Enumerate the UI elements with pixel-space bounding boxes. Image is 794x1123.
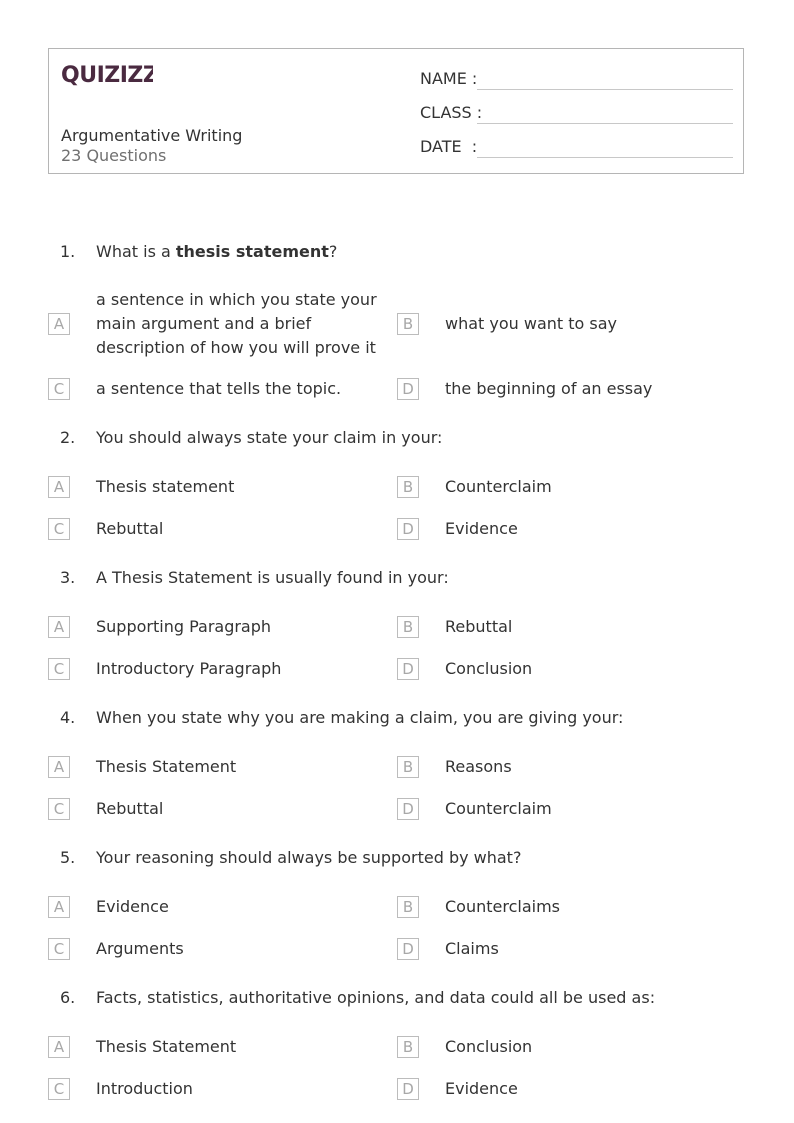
option-b-text: Counterclaim bbox=[445, 477, 552, 496]
option-d-text: the beginning of an essay bbox=[445, 379, 653, 398]
option-a-text: Supporting Paragraph bbox=[96, 617, 272, 636]
option-d-box[interactable]: D bbox=[397, 798, 419, 820]
option-b-box[interactable]: B bbox=[397, 1036, 419, 1058]
class-label: CLASS : bbox=[420, 103, 483, 122]
question-text: When you state why you are making a claim, you are giving your: bbox=[96, 708, 624, 727]
question-count: 23 Questions bbox=[61, 146, 167, 165]
option-d-box[interactable]: D bbox=[397, 938, 419, 960]
name-label: NAME : bbox=[420, 69, 478, 88]
option-c-text: Rebuttal bbox=[96, 799, 164, 818]
question-text: You should always state your claim in your: bbox=[96, 428, 443, 447]
question-text-bold: thesis statement bbox=[175, 242, 329, 261]
option-a-box[interactable]: A bbox=[48, 896, 70, 918]
option-b-text: Reasons bbox=[445, 757, 512, 776]
option-a-box[interactable]: A bbox=[48, 616, 70, 638]
option-a-text: Thesis Statement bbox=[96, 1037, 237, 1056]
option-b-text: Rebuttal bbox=[445, 617, 513, 636]
option-a-text: a sentence in which you state your main argument and a brief description of how you will prove it bbox=[96, 290, 377, 357]
option-d-text: Claims bbox=[445, 939, 499, 958]
option-a-box[interactable]: A bbox=[48, 313, 70, 335]
option-b-text: Counterclaims bbox=[445, 897, 560, 916]
option-c-box[interactable]: C bbox=[48, 798, 70, 820]
option-d-box[interactable]: D bbox=[397, 1078, 419, 1100]
question-number: 5. bbox=[60, 848, 76, 867]
option-b-box[interactable]: B bbox=[397, 313, 419, 335]
question-number: 4. bbox=[60, 708, 76, 727]
option-d-text: Conclusion bbox=[445, 659, 533, 678]
option-c-box[interactable]: C bbox=[48, 378, 70, 400]
worksheet-header bbox=[48, 48, 744, 174]
name-line[interactable] bbox=[477, 89, 733, 90]
question-number: 3. bbox=[60, 568, 76, 587]
question-text-suffix: ? bbox=[328, 242, 338, 261]
option-d-text: Counterclaim bbox=[445, 799, 552, 818]
option-d-text: Evidence bbox=[445, 1079, 518, 1098]
option-c-text: Introductory Paragraph bbox=[96, 659, 282, 678]
worksheet-title: Argumentative Writing bbox=[61, 126, 243, 145]
option-b-text: what you want to say bbox=[445, 314, 618, 333]
option-a-box[interactable]: A bbox=[48, 756, 70, 778]
question-number: 2. bbox=[60, 428, 76, 447]
option-d-text: Evidence bbox=[445, 519, 518, 538]
option-a-text: Evidence bbox=[96, 897, 169, 916]
quizizz-logo-icon bbox=[61, 59, 153, 89]
logo-text: QUIZIZZ bbox=[61, 63, 153, 88]
question-number: 6. bbox=[60, 988, 76, 1007]
option-c-text: Introduction bbox=[96, 1079, 193, 1098]
option-c-box[interactable]: C bbox=[48, 938, 70, 960]
option-b-text: Conclusion bbox=[445, 1037, 533, 1056]
question-text bbox=[96, 242, 337, 261]
option-b-box[interactable]: B bbox=[397, 616, 419, 638]
option-c-text: Arguments bbox=[96, 939, 184, 958]
option-c-box[interactable]: C bbox=[48, 1078, 70, 1100]
option-a-box[interactable]: A bbox=[48, 476, 70, 498]
question-text: Your reasoning should always be supported by what? bbox=[96, 848, 522, 867]
option-a-text: Thesis statement bbox=[96, 477, 235, 496]
option-c-text: Rebuttal bbox=[96, 519, 164, 538]
quizizz-logo bbox=[61, 59, 153, 93]
option-a-text: Thesis Statement bbox=[96, 757, 237, 776]
option-c-text: a sentence that tells the topic. bbox=[96, 379, 342, 398]
option-d-box[interactable]: D bbox=[397, 518, 419, 540]
date-line[interactable] bbox=[477, 157, 733, 158]
question-text: A Thesis Statement is usually found in your: bbox=[96, 568, 449, 587]
class-line[interactable] bbox=[477, 123, 733, 124]
option-a-box[interactable]: A bbox=[48, 1036, 70, 1058]
option-d-box[interactable]: D bbox=[397, 658, 419, 680]
question-number: 1. bbox=[60, 242, 76, 261]
option-c-box[interactable]: C bbox=[48, 658, 70, 680]
option-b-box[interactable]: B bbox=[397, 476, 419, 498]
option-c-box[interactable]: C bbox=[48, 518, 70, 540]
option-d-box[interactable]: D bbox=[397, 378, 419, 400]
option-b-box[interactable]: B bbox=[397, 756, 419, 778]
option-b-box[interactable]: B bbox=[397, 896, 419, 918]
question-text-prefix: What is a bbox=[96, 242, 176, 261]
question-text: Facts, statistics, authoritative opinions, and data could all be used as: bbox=[96, 988, 656, 1007]
date-label: DATE : bbox=[420, 137, 478, 156]
